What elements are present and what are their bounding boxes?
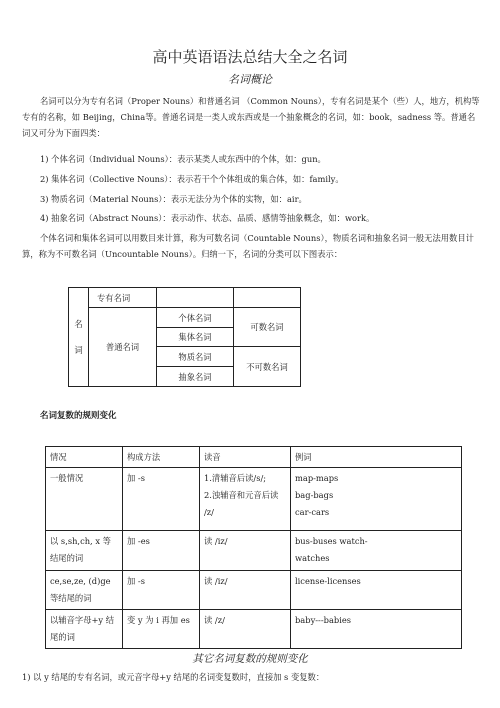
noun-type-item: 4) 抽象名词（Abstract Nouns）：表示动作、状态、品质、感情等抽象概念，如：work。: [40, 213, 375, 223]
table-cell: 读 /iz/: [200, 531, 291, 571]
table-cell: 读 /iz/: [200, 571, 291, 610]
proper-noun-cell: 专有名词: [89, 288, 157, 308]
table-cell: 加 -s: [123, 468, 200, 531]
table-cell: 1.清辅音后读/s/; 2.浊辅音和元音后读 /z/: [200, 468, 291, 531]
table-cell: 加 -es: [123, 531, 200, 571]
table-cell: map-maps bag-bags car-cars: [291, 468, 462, 531]
noun-type-item: 2) 集体名词（Collective Nouns）：表示若干个个体组成的集合体，如：family。: [40, 174, 344, 184]
empty-cell: [157, 288, 234, 308]
table-cell: 加 -s: [123, 571, 200, 610]
noun-cell: [69, 288, 89, 387]
collective-noun-cell: 集体名词: [157, 328, 234, 347]
table-cell: 读 /z/: [200, 610, 291, 649]
noun-classification-table: [68, 287, 301, 387]
table-header-cell: 读音: [200, 447, 291, 468]
plural-rules-table: [45, 446, 462, 649]
common-noun-cell: 普通名词: [89, 308, 157, 387]
noun-type-item: 1) 个体名词（Individual Nouns）：表示某类人或东西中的个体，如：gun。: [40, 154, 326, 164]
table-cell: 以 s,sh,ch, x 等 结尾的词: [46, 531, 123, 571]
abstract-noun-cell: 抽象名词: [157, 367, 234, 387]
empty-cell: [234, 288, 301, 308]
noun-type-item: 3) 物质名词（Material Nouns）：表示无法分为个体的实物，如：air。: [40, 194, 307, 204]
individual-noun-cell: 个体名词: [157, 308, 234, 328]
uncountable-cell: 不可数名词: [234, 347, 301, 387]
countable-paragraph: 个体名词和集体名词可以用数目来计算，称为可数名词（Countable Nouns），物质名词和抽象名词一般无法用数目计算，称为不可数名词（Uncountable Nouns）。归纳一下，名词的分类可以下图表示：: [22, 233, 474, 259]
noun-char: 词: [74, 345, 83, 355]
countable-cell: 可数名词: [234, 308, 301, 347]
material-noun-cell: 物质名词: [157, 347, 234, 367]
table-cell: ce,se,ze, (d)ge 等结尾的词: [46, 571, 123, 610]
table-cell: 以辅音字母+y 结 尾的词: [46, 610, 123, 649]
table-header-cell: 情况: [46, 447, 123, 468]
rule-item: 1) 以 y 结尾的专有名词，或元音字母+y 结尾的名词变复数时，直接加 s 变复数：: [22, 672, 325, 682]
table-cell: 一般情况: [46, 468, 123, 531]
section-subtitle: 名词概论: [228, 73, 272, 86]
table-cell: baby---babies: [291, 610, 462, 649]
other-plural-heading: 其它名词复数的规则变化: [192, 653, 308, 665]
table-cell: license-licenses: [291, 571, 462, 610]
document-title: 高中英语语法总结大全之名词: [152, 48, 348, 66]
noun-char: 名: [74, 319, 83, 329]
table-cell: bus-buses watch- watches: [291, 531, 462, 571]
intro-paragraph: 名词可以分为专有名词（Proper Nouns）和普通名词 （Common Nouns），专有名词是某个（些）人，地方，机构等专有的名称，如 Beijing，China等。普通名词是一类人或东西或是一个抽象概念的名词，如：book，sadness 等。普通名词又可分为下面四类：: [22, 96, 480, 138]
plural-rules-heading: 名词复数的规则变化: [40, 411, 117, 421]
table-cell: 变 y 为 i 再加 es: [123, 610, 200, 649]
table-header-cell: 构成方法: [123, 447, 200, 468]
table-header-cell: 例词: [291, 447, 462, 468]
